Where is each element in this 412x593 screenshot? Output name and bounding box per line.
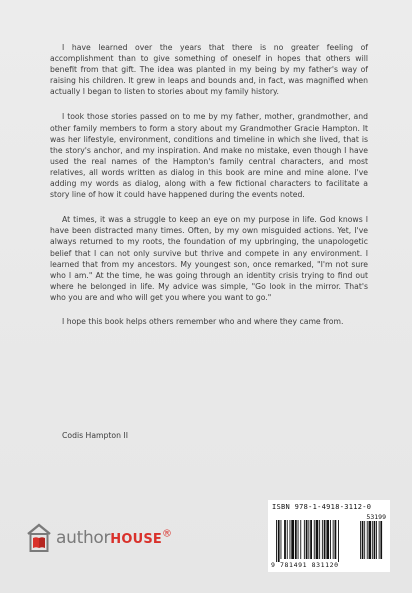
barcode-bar	[295, 520, 297, 559]
barcode-bar	[281, 520, 282, 559]
barcode-addon-bar	[367, 521, 368, 559]
barcode-bar	[322, 520, 323, 559]
barcode-addon-bar	[362, 521, 364, 559]
barcode-bar	[300, 520, 301, 559]
barcode-bar	[335, 520, 337, 559]
book-house-icon	[26, 522, 52, 554]
barcode-bar	[310, 520, 312, 559]
barcode-bar	[304, 520, 305, 559]
barcode-bar	[287, 520, 288, 559]
barcode-addon-bar	[379, 521, 380, 559]
isbn-label: ISBN 978-1-4918-3112-0	[272, 503, 372, 511]
barcode-bar	[319, 520, 320, 559]
price-code: 53199	[366, 513, 386, 521]
paragraph: At times, it was a struggle to keep an eye on my purpose in life. God knows I have been distracted many times. Often, by my own misguided actions. Yet, I've always returned to my roots, the foundation of my upbringing, the unapologetic belief that I can not only survive but thrive and compete in any environment. I learned that from my ancestors. My youngest son, once remarked, "I'm not sure who I am." At the time, he was going through an identity crisis trying to find out where he belonged in life. My advice was simple, "Go look in the mirror. That's who you are and who will get you where you want to go."	[50, 215, 368, 302]
barcode-bar	[324, 520, 326, 559]
publisher-name-author: author	[56, 528, 111, 548]
publisher-name-house: HOUSE	[110, 532, 162, 547]
barcode-bar	[308, 520, 309, 559]
publisher-logo	[26, 518, 181, 558]
barcode-addon-bar	[360, 521, 361, 559]
barcode-addon-bar	[364, 521, 365, 559]
barcode-bar	[316, 520, 319, 559]
barcode-bar	[291, 520, 294, 559]
barcode-addon-bar	[372, 521, 373, 559]
barcode-bar	[298, 520, 299, 559]
barcode-bar	[290, 520, 291, 559]
isbn-barcode	[268, 500, 390, 572]
barcode-bar	[333, 520, 334, 559]
barcode-bar	[278, 520, 280, 562]
registered-mark: ®	[161, 528, 172, 540]
barcode-addon-bar	[376, 521, 377, 559]
barcode-bar	[330, 520, 331, 559]
synopsis-text	[50, 42, 368, 341]
paragraph: I have learned over the years that there is no greater feeling of accomplishment than to give something of oneself in hopes that others will benefit from that gift. The idea was planted in my being by my father's way of raising his children. It grew in leaps and bounds and, in fact, was magnified when actually I began to listen to stories about my family history.	[50, 43, 368, 97]
barcode-bar	[314, 520, 315, 559]
barcode-bar	[276, 520, 277, 562]
paragraph: I took those stories passed on to me by my father, mother, grandmother, and other family members to form a story about my Grandmother Gracie Hampton. It was her lifestyle, environment, conditions and timeline in which she lived, that is the story's anchor, and my inspiration. And make no mistake, even though I have used the real names of the Hampton's family central characters, and most relatives, all words written as dialog in this book are mine and mine alone. I've adding my words as dialog, along with a few fictional characters to facilitate a story line of how it could have happened during the events noted.	[50, 112, 368, 200]
barcode-addon-bar	[369, 521, 372, 559]
author-signature: Codis Hampton II	[62, 431, 128, 440]
paragraph: I hope this book helps others remember who and where they came from.	[62, 316, 344, 326]
barcode-bar	[306, 520, 308, 559]
barcode-bar	[326, 520, 329, 559]
ean-number: 9 781491 831120	[271, 561, 339, 569]
barcode-addon-bar	[374, 521, 376, 559]
barcode-bar	[284, 520, 286, 559]
barcode-bar	[338, 520, 339, 562]
barcode-addon-bar	[380, 521, 382, 559]
publisher-name	[56, 528, 172, 548]
